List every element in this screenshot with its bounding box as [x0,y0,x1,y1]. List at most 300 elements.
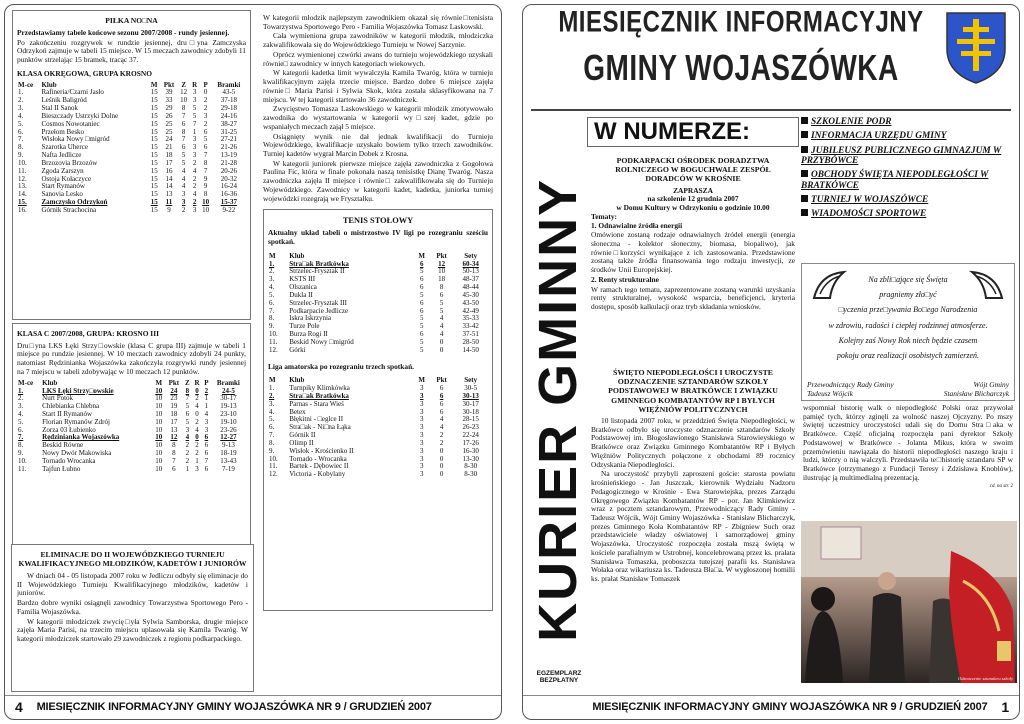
table-cell: Olszanica [289,283,317,292]
table-cell: 8. [18,441,24,450]
table-cell: 30-5 [464,384,478,393]
table-cell: 13 [170,425,178,434]
table-cell: 2 [439,431,444,440]
table-cell: 7. [269,306,275,315]
table-header-cell: R [194,378,200,387]
football-column [8,8,255,546]
table-of-contents [801,117,1015,224]
table-cell: Dukla II [289,290,313,299]
greeting-line1: Na zbli□ające się Święta [868,275,948,284]
table-cell: 11 [165,198,173,207]
table-cell: 8. [269,438,275,447]
right-footer [523,695,1019,719]
tennis-table-amateur [268,377,488,479]
table-cell: 5 [419,267,424,276]
table-cell: 1 [204,394,209,403]
table-cell: 15 [150,190,158,199]
football-section [12,10,251,320]
table-cell: 4 [439,322,444,331]
table-cell: Tajfun Łubno [42,464,81,473]
table-cell: 8. [18,143,24,152]
table-cell: 16-36 [220,190,238,199]
table-cell: 9. [18,449,24,458]
table-header-cell: Bramki [217,80,241,89]
elimination-p2: Bardzo dobre wyniki osiągnęli zawodnicy Towarzystwa Sportowego Pero - Familia Wojaszówka. [17,598,248,616]
table-cell: 5 [185,402,190,411]
table-cell: 13-30 [462,454,479,463]
table-cell: 15. [18,198,27,207]
training-title: PODKARPACKI OŚRODEK DORADZTWA ROLNICZEGO W BOGUCHWALE ZESPÓŁ DORADCÓW W KROŚNIE [615,156,771,184]
table-cell: 38-27 [220,119,238,128]
table-cell: Rędzinianka Wojaszówka [42,433,120,442]
table-cell: 3 [419,399,424,408]
table-cell: 28-50 [462,337,479,346]
table-cell: 1 [192,127,197,136]
table-cell: 7 [181,111,186,120]
table-cell: 15 [150,96,158,105]
table-cell: 4. [269,283,275,292]
table-cell: 3 [204,425,209,434]
table-cell: 6 [185,409,190,418]
table-cell: Brzozovia Brzozów [41,158,98,167]
table-cell: 0 [439,446,444,455]
table-cell: Górnik Strachocina [41,205,97,214]
free-copy-label [529,670,589,684]
table-cell: 4 [439,415,444,424]
table-cell: 0 [439,462,444,471]
table-cell: 10 [155,402,163,411]
table-cell: 4 [195,402,199,411]
table-cell: 48-37 [462,275,479,284]
training-announcement [587,151,799,361]
greeting-line6: pokoju oraz realizacji osobistych zamierzeń. [836,350,980,360]
table-header-cell: M [269,376,276,385]
table-header-cell: Bramki [216,378,240,387]
table-cell: 11. [269,337,278,346]
table-cell: 3 [192,143,197,152]
col2-p1: W kategorii młodzik najlepszym zawodnikiem okazał się równie□tenisista Towarzystwa Sportowego Pero - Familia Wojaszówka Tomasz Laskowski. [263,13,493,31]
table-cell: 3 [192,96,197,105]
table-cell: 18-19 [220,449,237,458]
table-cell: 10 [155,464,163,473]
table-cell: 6 [203,127,208,136]
table-cell: 7 [172,456,176,465]
table-cell: 5. [269,290,275,299]
table-cell: 15 [150,182,158,191]
table-cell: 14 [165,174,173,183]
table-cell: 24 [165,135,173,144]
league-table-klasa-c [17,380,246,474]
ceremony-photo-illustration [801,521,1017,683]
greeting-line4: w zdrowiu, radości i ciepłej rodzinnej atmosferze. [828,320,988,330]
table-cell: 1. [18,386,24,395]
table-cell: Ostoja Kołaczyce [41,174,92,183]
table-cell: 33 [165,96,173,105]
table-header-cell: M [269,251,276,260]
table-cell: 16-30 [462,446,479,455]
ceremony-photo [801,521,1017,683]
table-cell: 11. [18,166,27,175]
table-cell: 9. [269,322,275,331]
table-cell: Zgoda Zarszyn [41,166,84,175]
table-cell: 5 [181,158,186,167]
table-cell: 6 [439,407,444,416]
masthead-line1: MIESIĘCZNIK INFORMACYJNY [558,5,924,40]
masthead-rule [531,109,1011,111]
table-cell: Cosmos Nowotaniec [41,119,100,128]
table-cell: 3 [192,88,197,97]
tennis-section [263,209,493,611]
table-cell: Wisłoka Nowy □migród [41,135,110,144]
table-cell: Iskra Iskrzynia [289,314,332,323]
table-header-cell: M [150,80,158,89]
toc-item[interactable]: WIADOMOŚCI SPORTOWE [801,209,1015,219]
table-cell: 16-24 [220,182,238,191]
table-cell: 13-19 [220,151,238,160]
table-cell: 21-28 [220,158,238,167]
table-cell: 4 [185,433,190,442]
table-cell: 2 [195,417,199,426]
table-cell: 15 [150,119,158,128]
toc-item[interactable]: INFORMACJA URZĘDU GMINY [801,131,1015,141]
table-cell: 3 [419,423,424,432]
table-cell: 6 [204,433,209,442]
table-cell: 29 [165,104,173,113]
table-cell: 26-23 [462,423,479,432]
table-cell: 4 [192,166,197,175]
table-cell: 9-13 [221,441,235,450]
table-cell: 23 [170,394,178,403]
table-cell: 15 [150,111,158,120]
table-cell: 6 [439,290,444,299]
table-cell: 8-30 [464,470,478,479]
independence-article-continued [799,401,1017,521]
klasa-c-section [12,323,251,545]
table-cell: 37-51 [462,330,479,339]
col2-p6: Osiągnięty wynik nie dał jednak kwalifikacji do Turnieju Wojewódzkiego, kwalifikacje uzyskało bowiem tylko trzech zawodników. Turniej kadetów wygrał Marcin Dobek z Krosna. [263,131,493,159]
table-cell: 5 [192,104,197,113]
table-cell: Zorza 03 Łubienko [42,425,96,434]
table-cell: 2 [185,456,190,465]
table-cell: 2 [192,182,197,191]
greeting-line2: pragniemy zło□yć [879,290,937,300]
table-cell: 4 [439,330,444,339]
table-cell: LKS Łęki Strzy□owskie [42,386,114,395]
football-intro: Po zakończeniu rozgrywek w rundzie jesiennej, dru□yna Zamczyska Odrzykoń zajmuje w tabeli 15 miejsce. W 15 meczach zawodnicy zdobyli 11 punktów strzelając 15 bramek, tracąc 37. [17,37,246,65]
independence-article [587,363,799,693]
table-cell: 15 [150,205,158,214]
table-cell: 10 [155,433,163,442]
table-cell: 2 [185,441,190,450]
table-cell: 10. [18,158,27,167]
table-cell: 50-13 [462,267,479,276]
table-cell: 6 [419,275,424,284]
table-cell: 2 [192,174,197,183]
table-cell: 5 [181,151,186,160]
table-cell: 21-26 [220,143,238,152]
table-cell: 6 [419,330,424,339]
table-cell: 8 [181,104,186,113]
free-copy-line1: EGZEMPLARZ [536,670,582,677]
table-cell: 3 [192,151,197,160]
table-cell: 3. [18,104,24,113]
table-cell: 3. [269,275,275,284]
table-cell: 12. [18,174,27,183]
table-cell: 3 [181,198,186,207]
table-cell: 21 [165,143,173,152]
table-cell: 19 [170,402,178,411]
table-cell: 18 [165,151,173,160]
training-invites: ZAPRASZA [673,185,713,195]
table-cell: 6 [181,143,186,152]
table-cell: 2 [203,104,208,113]
training-date: na szkolenie 12 grudnia 2007 [647,194,739,204]
table-cell: 18 [438,275,446,284]
table-cell: 13. [18,182,27,191]
table-cell: Przełom Besko [41,127,85,136]
table-cell: 10 [155,425,163,434]
table-cell: 3 [419,446,424,455]
table-cell: 7. [18,135,24,144]
table-cell: 12. [269,345,278,354]
table-cell: 5 [185,417,190,426]
table-cell: 10. [18,456,27,465]
table-cell: 6. [269,423,275,432]
table-cell: 3 [203,111,208,120]
table-cell: 22-24 [462,431,479,440]
table-header-cell: Pkt [163,80,175,89]
table-row [17,207,246,215]
table-cell: 10 [155,456,163,465]
table-cell: 3. [18,402,24,411]
table-cell: 20-26 [220,166,238,175]
masthead-line2: GMINY WOJASZÓWKA [583,47,899,88]
table-cell: 3 [419,470,424,479]
table-cell: 24-16 [220,111,238,120]
table-cell: 5. [269,415,275,424]
table-header-cell: Z [181,80,186,89]
coat-of-arms-icon [943,9,1009,85]
table-header-cell: Pkt [168,378,180,387]
independence-p3: wspomniał historię walk o niepodległość Polski oraz przywołał pamięć tych, którzy zginęli za wolność naszej Ojczyzny. Po mszy świętej uczestnicy uroczystości udali się do Domu Stra□aka w Bratkówce. Część oficjalną rozpoczęła pani dyrektor Szkoły Podstawowej w Bratkówce - Jolanta Mikus, która w swoim przemówieniu nawiązała do historii niepodległości naszego kraju i ludzi, którzy o nią walczyli. Przedstawiła te□historię sztandaru SP w Bratkówce (otrzymanego z Fundacji Teresy i Zdzisława Knoblów), ilustrując ją multimedialną prezentacją. [803,403,1013,482]
table-cell: Szarotka Uherce [41,143,88,152]
table-cell: 11. [18,464,27,473]
holly-ornament-icon [966,268,1006,302]
table-cell: 39 [165,88,173,97]
table-cell: 9 [203,174,208,183]
table-cell: 15 [150,88,158,97]
signature1-name: Tadeusz Wójcik [807,388,853,398]
table-header-cell: R [192,80,198,89]
table-cell: 3 [419,438,424,447]
table-cell: 5. [18,119,24,128]
table-header-cell: M [155,378,163,387]
kurier-gminny-vertical-title: KURIER GMINNY [528,177,589,643]
table-cell: 8. [269,314,275,323]
tennis-table-iv-liga [268,253,488,355]
table-cell: 8 [439,283,444,292]
table-cell: 2 [203,119,208,128]
table-cell: 35-33 [462,314,479,323]
table-cell: 3 [195,464,199,473]
table-cell: 10 [155,441,163,450]
table-cell: 25 [165,127,173,136]
table-cell: 2 [195,441,199,450]
table-cell: 10 [155,386,163,395]
greeting-line5: Kolejny zaś Nowy Rok niech będzie czasem [838,335,978,345]
table-header-cell: Klub [289,251,305,260]
table-cell: Florian Rymanów Zdrój [42,417,110,426]
table-cell: 4 [192,190,197,199]
table-cell: 0 [195,433,199,442]
table-cell: 3 [419,454,424,463]
table-cell: 1. [269,384,275,393]
table-cell: 7 [181,135,186,144]
table-cell: Stra□ak - Ni□na Łąka [289,423,351,432]
table-cell: 1. [269,259,275,268]
table-cell: 18 [170,409,178,418]
table-header-cell: Klub [42,378,58,387]
table-cell: 6 [203,143,208,152]
table-cell: 2 [439,438,444,447]
table-cell: 4. [18,111,24,120]
training-place: w Domu Kultury w Odrzykoniu o godzinie 10.00 [616,203,770,213]
table-cell: 27-21 [220,135,238,144]
toc-item[interactable]: OBCHODY ŚWIĘTA NIEPODLEGŁOŚCI W BRATKÓWCE [801,170,989,191]
table-cell: Parnas - Stara Wieś [289,399,344,408]
table-cell: Tornado - Wrocanka [289,454,347,463]
table-cell: Strzelec-Frysztak III [289,298,347,307]
table-cell: Podkarpacie Jedlicze [289,306,349,315]
table-header-cell: M [418,376,425,385]
table-cell: 9 [203,182,208,191]
greeting-signatures [801,381,1015,398]
photo-caption: Odznaczenie sztandaru szkoły [957,675,1013,681]
table-cell: 5 [203,135,208,144]
table-cell: 8 [172,449,176,458]
table-cell: 15 [150,143,158,152]
table-cell: 0 [439,345,444,354]
table-header-cell: Klub [289,376,305,385]
table-cell: 6 [204,441,209,450]
independence-p2: Na uroczystość przybyli zaproszeni goście: starosta powiatu krośnieńskiego - Jan Juszczak, kierownik Wydziału Nadzoru Pedagogicznego w Krośnie - Ewa Starowiejska, prezes Zarządu Okręgowego Związku Kombatantów RP - por. Jan Klimkiewicz wraz z pocztem sztandarowym, Przewodniczący Rady Gminy - Tadeusz Wójcik, Wójt Gminy Wojaszówka - Stanisław Blicharczyk, prezes Gminnego Koła Kombatantów RP - Zbigniew Such oraz przedstawiciele władzy oświatowej i samorządowej gminy Wojaszówka. Uroczystość rozpoczęła została mszą świętą w kościele parafialnym w Ustrobnej, koncelebrowaną przez ks. prałata Stanisława Tomaszka, proboszcza tutejszej parafii ks. Stanisława Wołaka oraz wikariusza ks. Tadeusza Bła□a. W wygłoszonej homilii ks. prałat Stanisław Tomaszek [591,469,795,584]
signature1-role: Przewodniczący Rady Gminy [807,380,894,389]
table-cell: 37-18 [220,96,238,105]
table-cell: 0 [439,337,444,346]
table-cell: 31-25 [220,127,238,136]
table-cell: 5 [419,345,424,354]
table-cell: 8 [172,441,176,450]
table-cell: 2. [269,391,275,400]
table2-title: KLASA C 2007/2008, GRUPA: KROSNO III [17,329,159,338]
continued-note: cd. na str. 2 [989,483,1013,489]
football-intro-bold: Przedstawiamy tabele końcowe sezonu 2007/2008 - rundy jesiennej. [17,27,230,37]
table-cell: KSTS III [289,275,316,284]
table-cell: 12 [438,259,446,268]
elimination-p1: W dniach 04 - 05 listopada 2007 roku w Jedliczu odbyły się eliminacje do II Wojewódzkiego Turnieju Kwalifikacyjnego młodzików, kadetów i juniorów. [17,570,248,598]
table-cell: 6. [269,298,275,307]
table-cell: Górki [289,345,306,354]
table-cell: 1 [185,464,190,473]
table-cell: 2 [181,205,186,214]
table-cell: 7 [203,166,208,175]
table-cell: 10 [202,198,210,207]
table-cell: Bartek - Dębowiec II [289,462,349,471]
table-cell: 8 [181,127,186,136]
table-cell: Stra□ak Bratkówka [289,391,349,400]
table-cell: 11. [269,462,278,471]
table-cell: 9-22 [222,205,236,214]
table-cell: 3 [419,462,424,471]
table-cell: 5. [18,417,24,426]
table-cell: 19-10 [220,417,237,426]
table-cell: 10 [438,267,446,276]
left-footer-title: MIESIĘCZNIK INFORMACYJNY GMINY WOJASZÓWKA NR 9 / GRUDZIEŃ 2007 [36,701,432,714]
table-cell: 7 [192,119,197,128]
table-cell: Leśnik Baligród [41,96,87,105]
table-cell: 6. [18,425,24,434]
topic2-title: 2. Renty strukturalne [591,274,659,284]
col2-p5: Zwycięstwo Tomasza Laskowskiego w kategorii młodzik zmotywowało zawodnika do wystartowania w kategorii wy□szej kadet, gdzie po wspaniałych meczach zajął 5 miejsce. [263,104,493,131]
table-cell: 24 [170,386,178,395]
toc-item[interactable]: TURNIEJ W WOJASZÓWCE [801,195,1015,205]
table-cell: 4 [181,182,186,191]
table-cell: 5 [439,298,444,307]
table-cell: 10 [202,205,210,214]
tennis-title: TENIS STOŁOWY [342,216,414,226]
amateur-title: Liga amatorska po rozegraniu trzech spotkań. [268,361,415,371]
table-header-cell: Pkt [436,251,447,260]
table-cell: 15 [150,174,158,183]
table-cell: Bieszczady Ustrzyki Dolne [41,111,119,120]
masthead [531,5,951,88]
table-cell: 13 [165,190,173,199]
left-page [4,4,502,720]
toc-item[interactable]: SZKOLENIE PODR [801,117,1015,127]
table-cell: 3 [419,384,424,393]
table-cell: 7 [203,151,208,160]
free-copy-line2: BEZPŁATNY [539,677,579,685]
table-cell: 6 [419,306,424,315]
table-cell: 10 [180,96,188,105]
table-cell: Tornado Wrocanka [42,456,96,465]
table-header-cell: M-ce [18,378,34,387]
table-cell: 10. [269,454,278,463]
table-cell: 8-30 [464,462,478,471]
col2-p3: Oprócz wymienionej czwórki awans do turnieju wojewódzkiego uzyskali równie□ zawodnicy w innych kategoriach wiekowych. [263,49,493,68]
table-cell: Strzelec-Frysztak II [289,267,345,276]
table-cell: 4. [18,409,24,418]
table-cell: Błękitni - □eglce II [289,415,344,424]
table-cell: 9. [269,446,275,455]
independence-title: ŚWIĘTO NIEPODLEGŁOŚCI I UROCZYSTE ODZNACZENIE SZTANDARÓW SZKOŁY PODSTAWOWEJ W BRATKÓWCE I ZWIĄZKU GMINNEGO KOMBATANTÓW RP I BYŁYCH WIĘŹNIÓW POLITYCZNYCH [608,368,778,414]
table-cell: 12. [269,470,278,479]
right-footer-title: MIESIĘCZNIK INFORMACYJNY GMINY WOJASZÓWKA NR 9 / GRUDZIEŃ 2007 [592,701,988,714]
table-cell: 30-18 [462,407,479,416]
table-cell: 7 [185,394,190,403]
table-cell: 12-27 [220,433,237,442]
table-row [268,471,488,479]
table-cell: 16. [18,205,27,214]
table-cell: 15 [150,166,158,175]
table-cell: 5 [439,306,444,315]
toc-item[interactable]: JUBILEUSZ PUBLICZNEGO GIMNAZJUM W PRZYBÓWCE [801,145,1002,167]
col2-p7: W kategorii juniorek pierwsze miejsce zajęła zawodniczka z Gogołowa Paulina Fic, która w finale pokonała naszą tenisistkę Dianę Twaróg. Nasza zawodniczka zajęła II miejsce i równie□ zakwalifikowała się do Turnieju Wojewódzkiego. Zawodnicy w kategorii kadet, kadetka, juniorka turniej wojewódzki rozegrają we Fryształku. [263,158,493,203]
table-cell: 5 [419,290,424,299]
table-cell: 23-10 [220,409,237,418]
table-cell: 30-17 [462,399,479,408]
left-page-number: 4 [15,699,23,716]
